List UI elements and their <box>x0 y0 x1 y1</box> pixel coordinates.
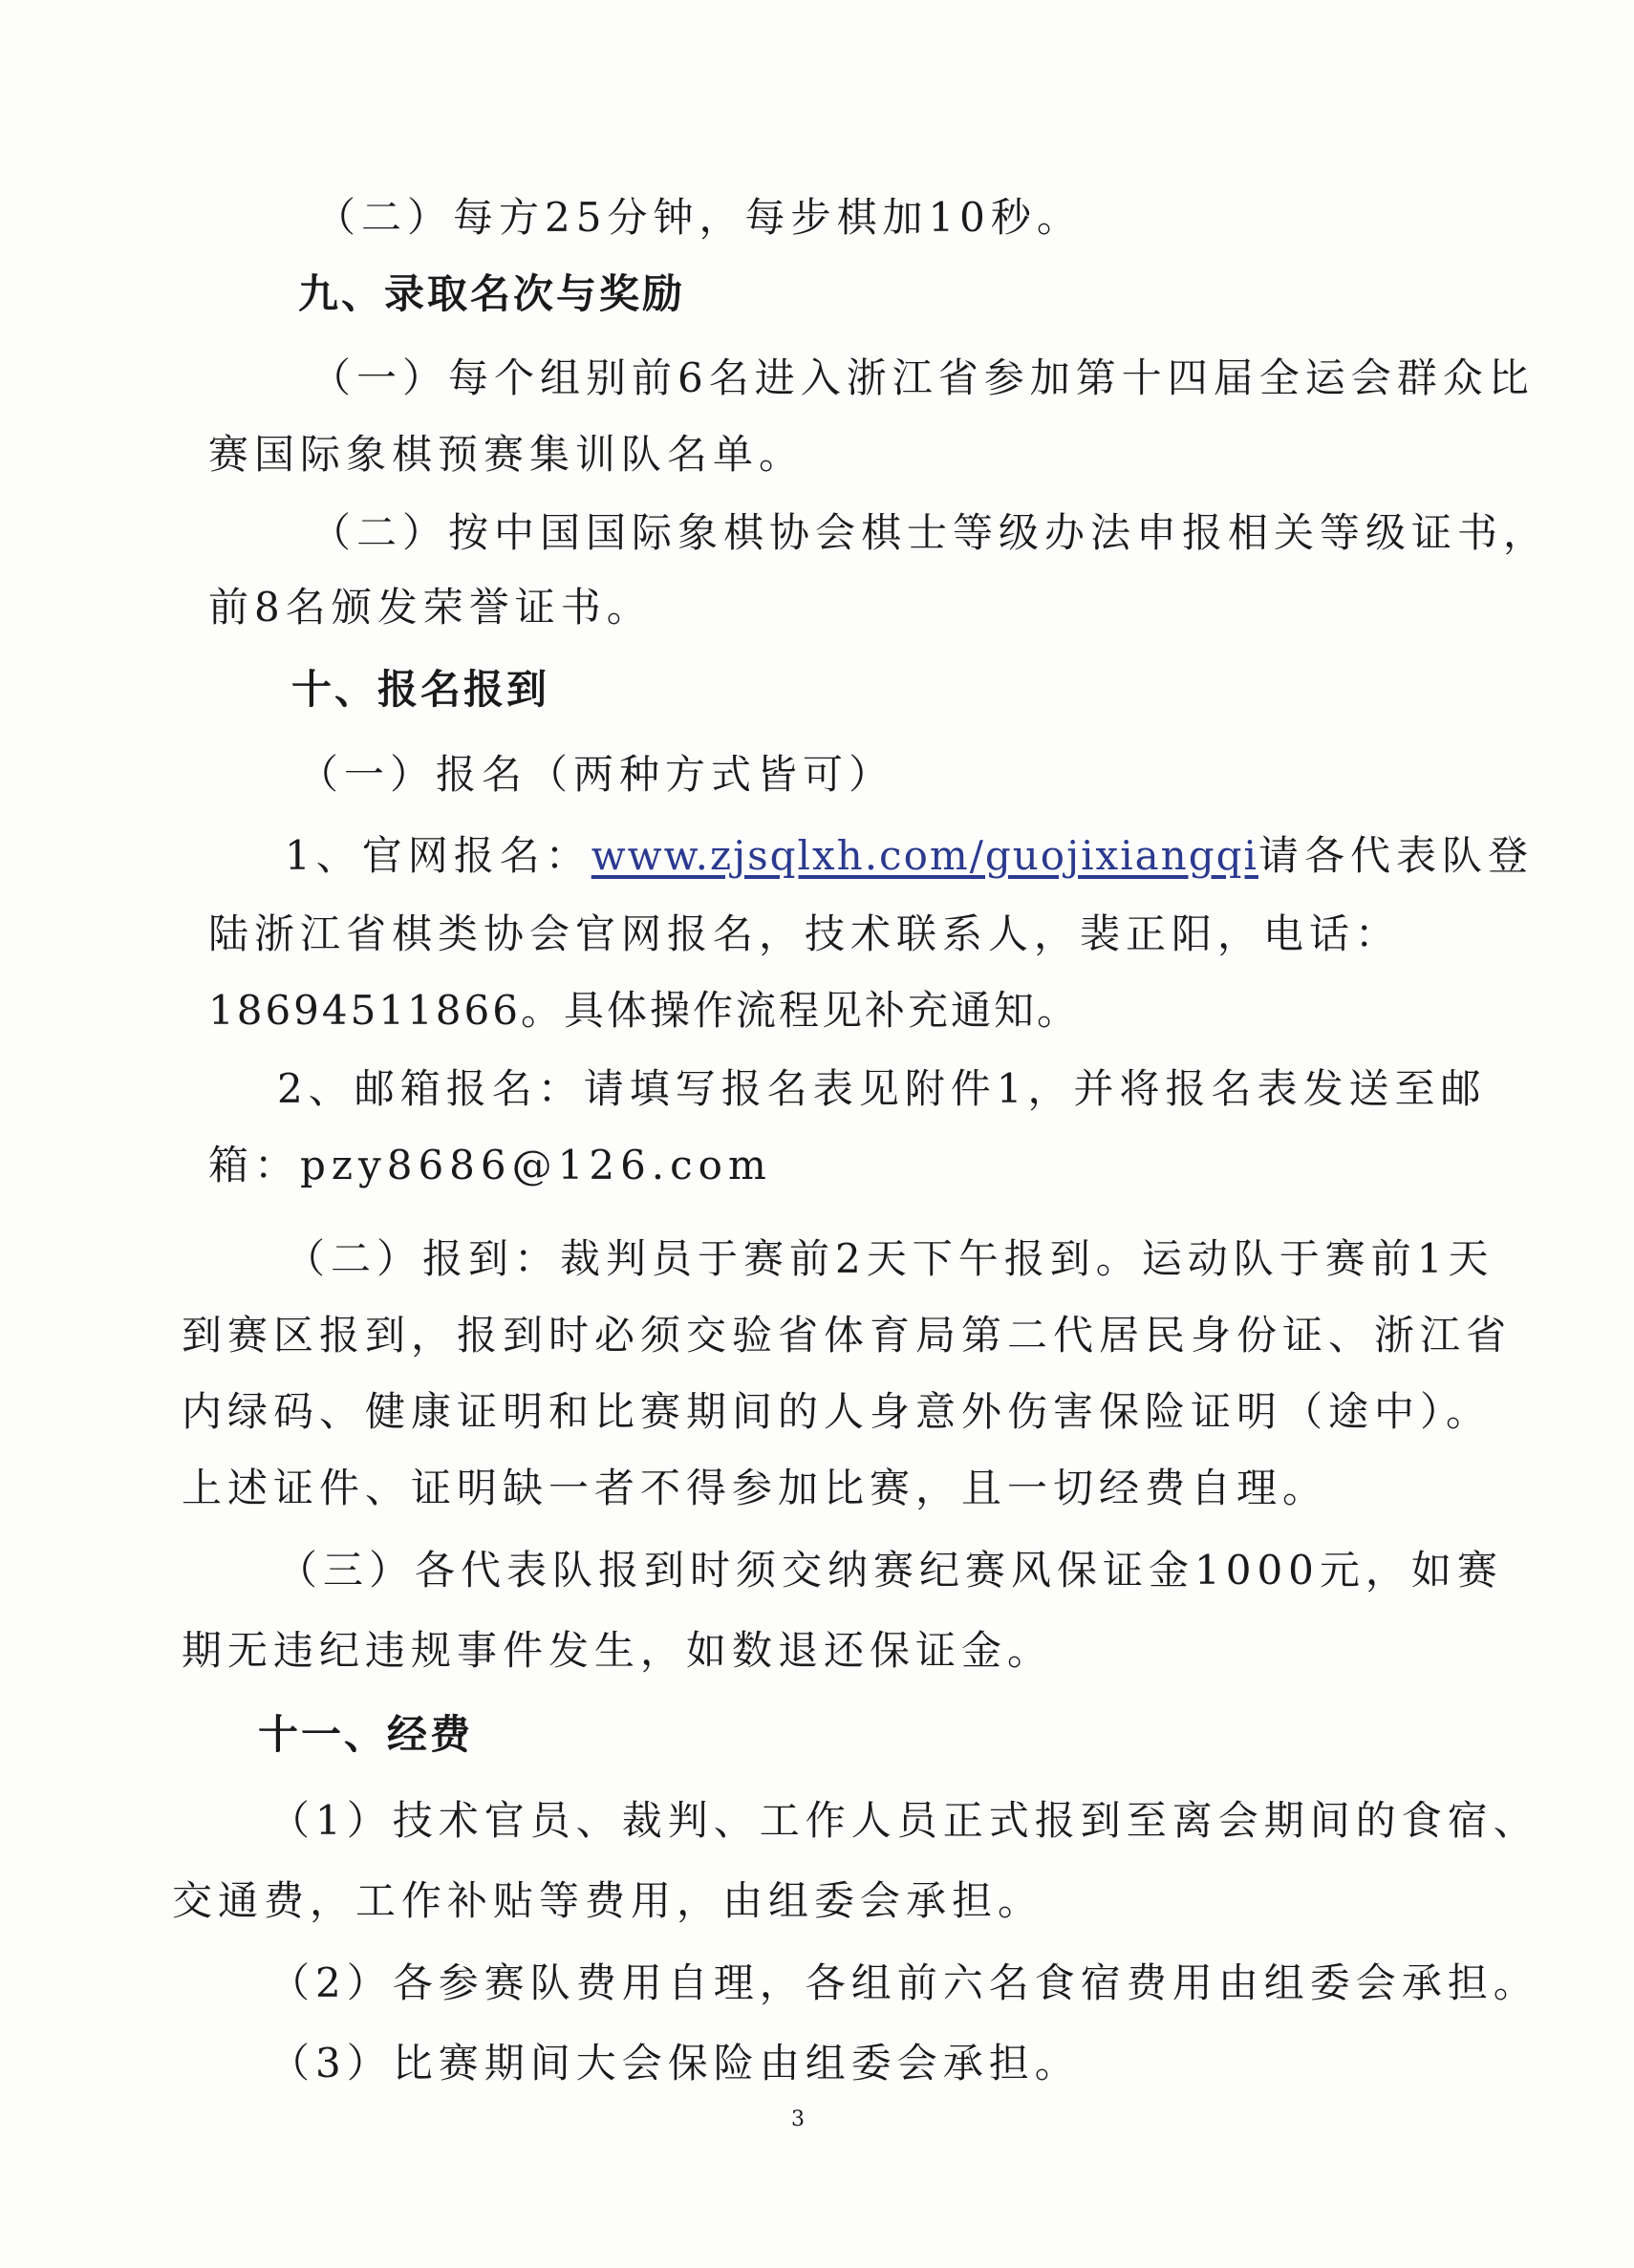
paragraph-email-registration: 2、邮箱报名：请填写报名表见附件1，并将报名表发送至邮 <box>277 1065 1487 1112</box>
paragraph-award-1: （一）每个组别前6名进入浙江省参加第十四届全运会群众比 <box>311 354 1535 401</box>
paragraph-registration: （一）报名（两种方式皆可） <box>298 751 895 798</box>
paragraph-email-address: 箱：pzy8686@126.com <box>208 1142 772 1188</box>
registration-website-link[interactable]: www.zjsqlxh.com/guojixiangqi <box>591 832 1258 879</box>
paragraph-web-registration <box>285 829 1534 883</box>
paragraph-checkin-cont-1: 到赛区报到，报到时必须交验省体育局第二代居民身份证、浙江省 <box>182 1312 1513 1359</box>
web-registration-label: 1、官网报名： <box>285 832 591 879</box>
paragraph-expense-3: （3）比赛期间大会保险由组委会承担。 <box>269 2040 1081 2086</box>
paragraph-award-2: （二）按中国国际象棋协会棋士等级办法申报相关等级证书， <box>311 509 1550 556</box>
paragraph-expense-2: （2）各参赛队费用自理，各组前六名食宿费用由组委会承担。 <box>269 1959 1539 2006</box>
section-heading-10: 十、报名报到 <box>291 666 550 713</box>
paragraph-checkin-cont-3: 上述证件、证明缺一者不得参加比赛，且一切经费自理。 <box>182 1465 1329 1511</box>
section-heading-11: 十一、经费 <box>258 1711 474 1758</box>
paragraph-web-registration-cont: 陆浙江省棋类协会官网报名，技术联系人，裴正阳，电话： <box>208 910 1402 957</box>
paragraph-deposit-cont: 期无违纪违规事件发生，如数退还保证金。 <box>182 1627 1054 1674</box>
paragraph-checkin-cont-2: 内绿码、健康证明和比赛期间的人身意外伤害保险证明（途中）。 <box>182 1388 1493 1435</box>
section-heading-9: 九、录取名次与奖励 <box>298 270 686 317</box>
paragraph-time-control: （二）每方25分钟，每步棋加10秒。 <box>315 194 1083 241</box>
paragraph-checkin: （二）报到：裁判员于赛前2天下午报到。运动队于赛前1天 <box>285 1235 1494 1282</box>
paragraph-award-2-cont: 前8名颁发荣誉证书。 <box>208 584 653 631</box>
paragraph-expense-1: （1）技术官员、裁判、工作人员正式报到至离会期间的食宿、 <box>269 1797 1539 1844</box>
paragraph-deposit: （三）各代表队报到时须交纳赛纪赛风保证金1000元，如赛 <box>277 1547 1503 1594</box>
paragraph-web-registration-phone: 18694511866。具体操作流程见补充通知。 <box>208 987 1080 1034</box>
page-number: 3 <box>791 2108 805 2131</box>
web-registration-text: 请各代表队登 <box>1258 832 1534 879</box>
paragraph-expense-1-cont: 交通费，工作补贴等费用，由组委会承担。 <box>172 1877 1044 1924</box>
paragraph-award-1-cont: 赛国际象棋预赛集训队名单。 <box>208 431 806 478</box>
